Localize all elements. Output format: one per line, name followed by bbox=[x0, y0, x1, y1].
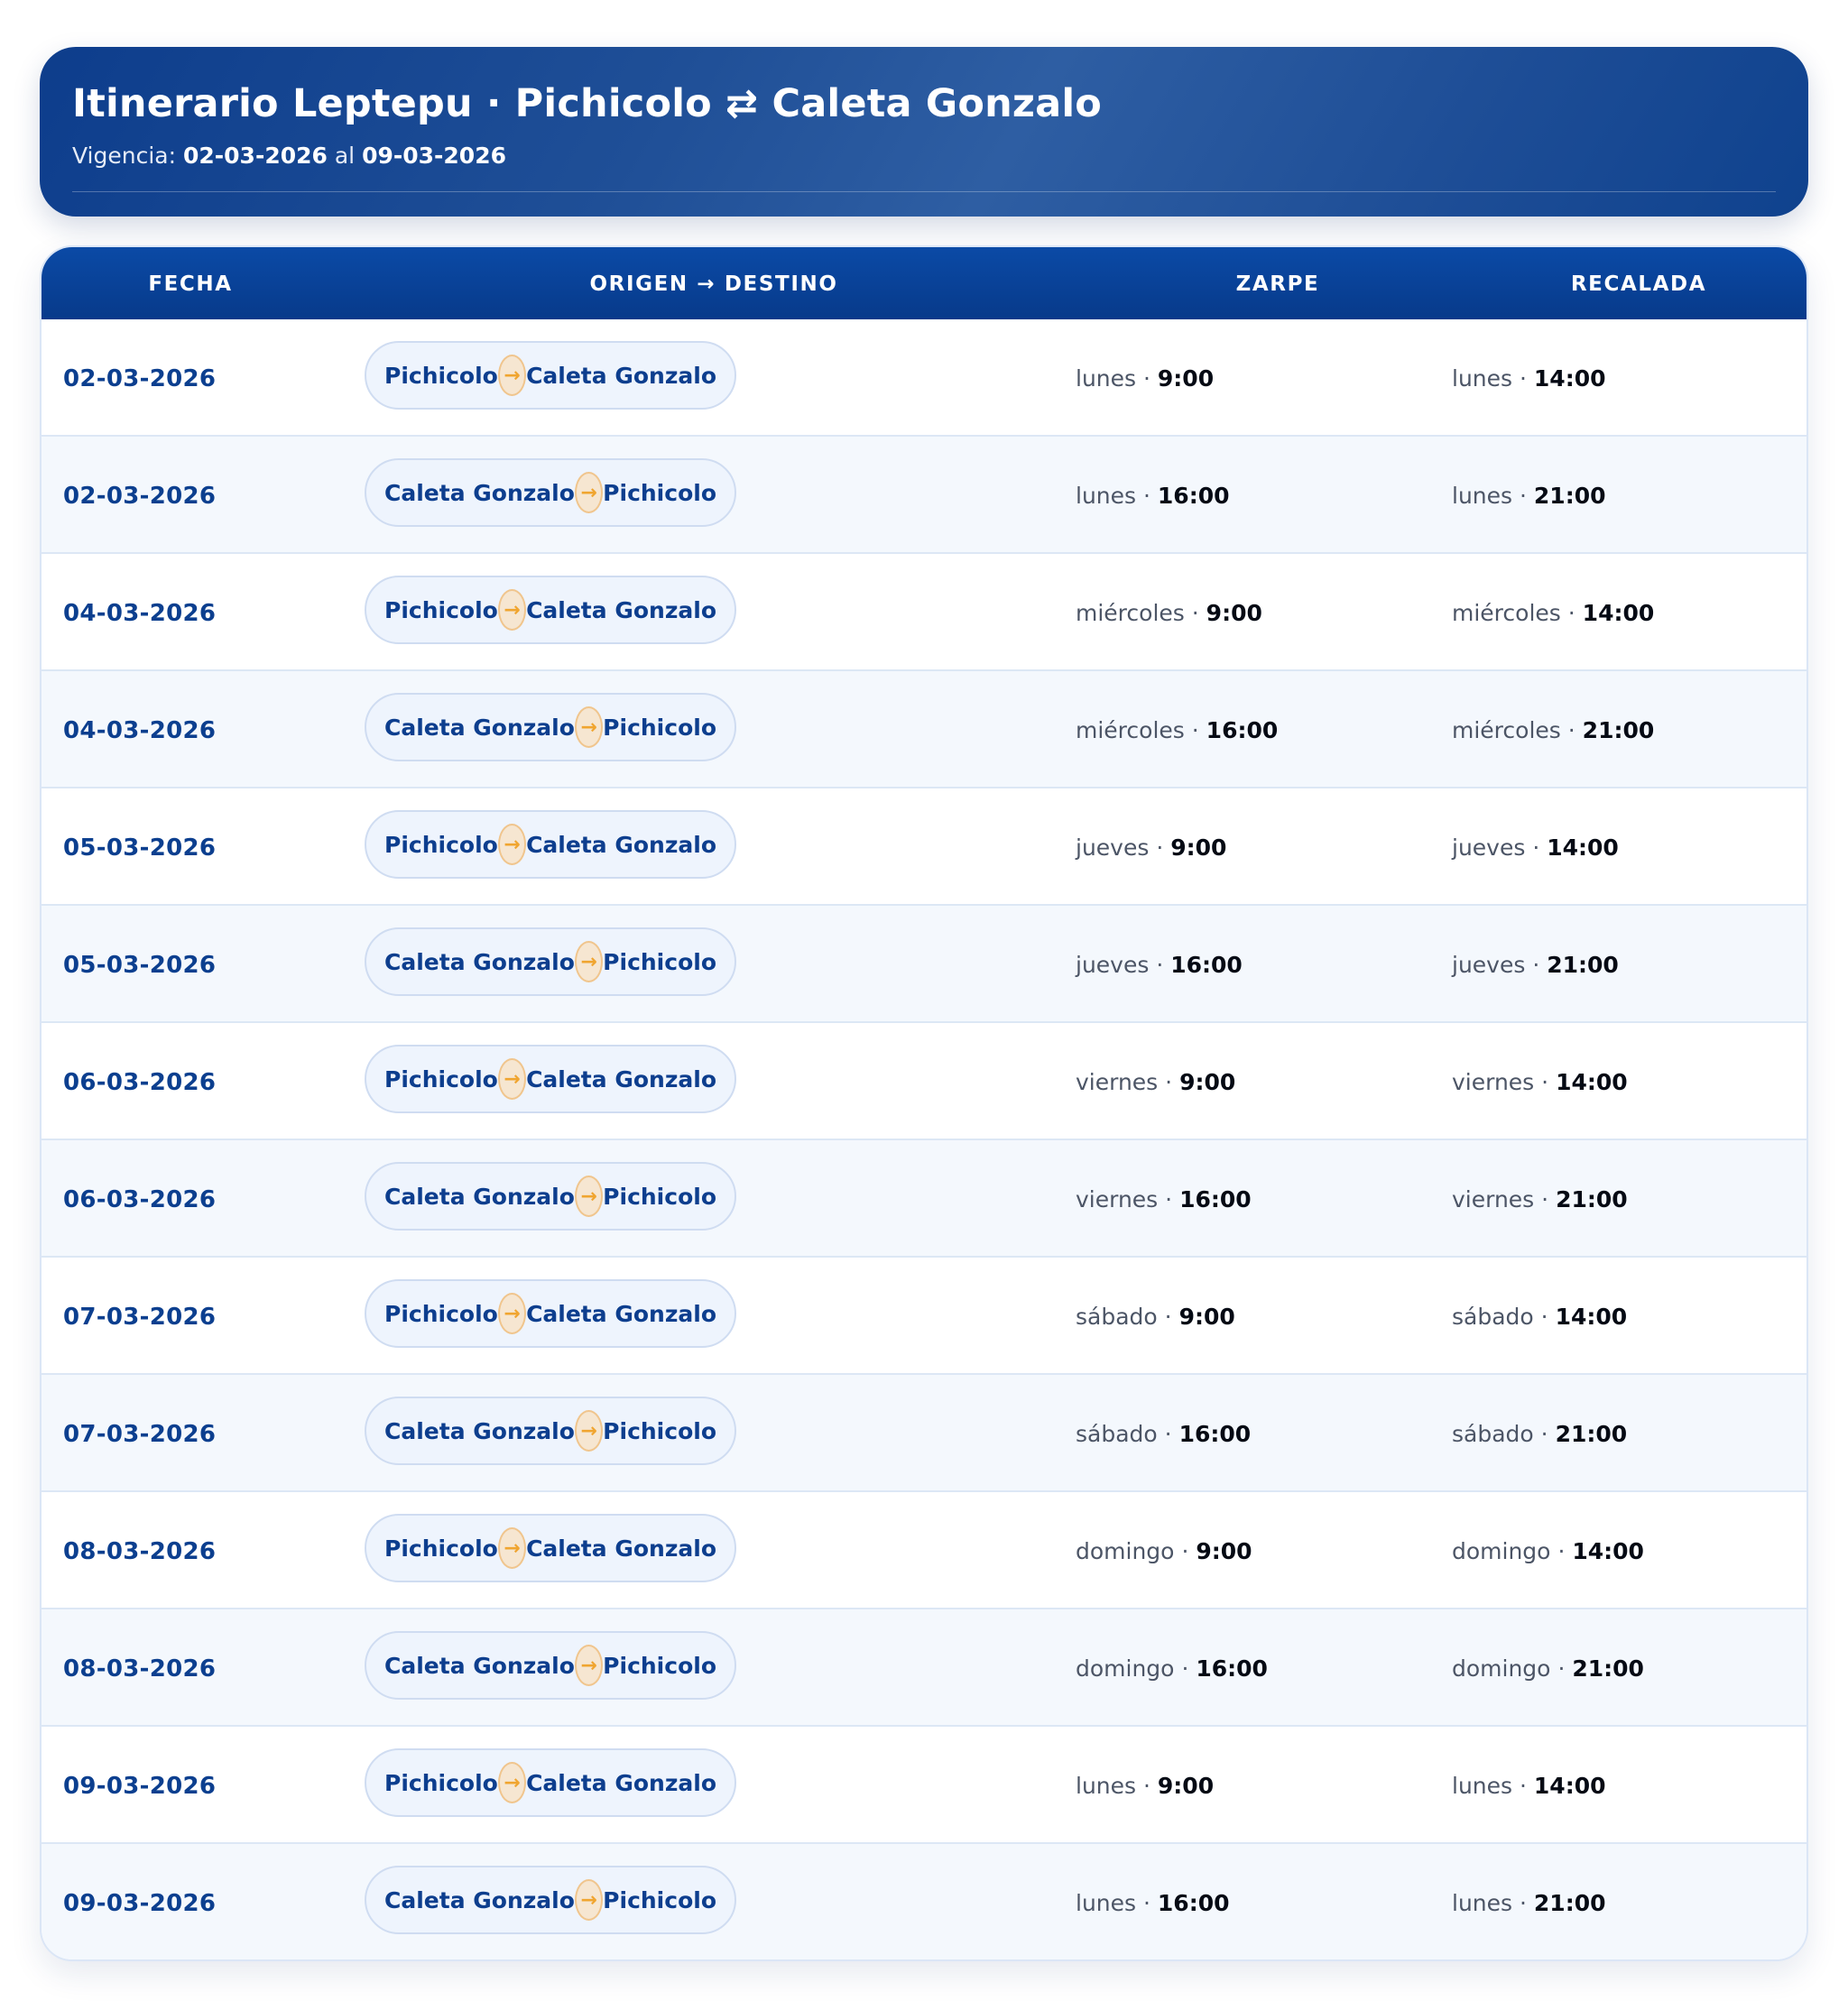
arrival-cell bbox=[1452, 1375, 1627, 1492]
table-row bbox=[42, 1609, 1806, 1727]
arrow-right-icon: → bbox=[575, 1410, 603, 1452]
departure-time: 9:00 bbox=[1170, 834, 1227, 861]
route-destination: Caleta Gonzalo bbox=[526, 1535, 716, 1562]
route-pill bbox=[365, 810, 736, 879]
route-pill bbox=[365, 1866, 736, 1934]
route-destination: Pichicolo bbox=[603, 714, 716, 741]
arrival-time: 14:00 bbox=[1533, 365, 1606, 392]
route-origin: Pichicolo bbox=[384, 1535, 498, 1562]
route-pill bbox=[365, 1279, 736, 1348]
departure-cell bbox=[1076, 1140, 1252, 1258]
arrival-day: domingo bbox=[1452, 1538, 1551, 1564]
separator-dot: · bbox=[1191, 717, 1199, 743]
arrival-day: sábado bbox=[1452, 1421, 1534, 1447]
arrival-cell bbox=[1452, 1727, 1605, 1844]
arrival-time: 21:00 bbox=[1533, 483, 1606, 509]
arrival-cell bbox=[1452, 1492, 1644, 1609]
arrival-day: lunes bbox=[1452, 1773, 1513, 1799]
departure-time: 9:00 bbox=[1206, 600, 1262, 626]
separator-dot: · bbox=[1143, 1890, 1150, 1916]
separator-dot: · bbox=[1191, 600, 1199, 626]
separator-dot: · bbox=[1143, 483, 1150, 509]
route-pill bbox=[365, 1162, 736, 1231]
arrival-cell bbox=[1452, 437, 1605, 554]
separator-dot: · bbox=[1181, 1655, 1189, 1682]
arrival-time: 21:00 bbox=[1533, 1890, 1606, 1916]
route-pill bbox=[365, 1045, 736, 1113]
departure-time: 9:00 bbox=[1157, 1773, 1215, 1799]
validity-from: 02-03-2026 bbox=[182, 143, 328, 169]
separator-dot: · bbox=[1567, 717, 1575, 743]
route-pill bbox=[365, 576, 736, 644]
arrival-cell bbox=[1452, 1023, 1628, 1140]
route-pill bbox=[365, 1748, 736, 1817]
date-cell: 07-03-2026 bbox=[63, 1421, 217, 1448]
departure-time: 16:00 bbox=[1206, 717, 1279, 743]
separator-dot: · bbox=[1165, 1069, 1173, 1095]
departure-time: 16:00 bbox=[1196, 1655, 1268, 1682]
date-cell: 02-03-2026 bbox=[63, 483, 217, 510]
arrival-time: 21:00 bbox=[1582, 717, 1655, 743]
separator-dot: · bbox=[1532, 834, 1540, 861]
route-origin: Pichicolo bbox=[384, 1300, 498, 1327]
separator-dot: · bbox=[1532, 952, 1540, 978]
departure-day: miércoles bbox=[1076, 600, 1185, 626]
arrival-cell bbox=[1452, 319, 1605, 437]
route-pill bbox=[365, 927, 736, 996]
separator-dot: · bbox=[1165, 1186, 1173, 1212]
separator-dot: · bbox=[1557, 1655, 1566, 1682]
arrival-time: 14:00 bbox=[1533, 1773, 1606, 1799]
departure-cell bbox=[1076, 1492, 1252, 1609]
departure-day: jueves bbox=[1076, 834, 1150, 861]
table-row bbox=[42, 671, 1806, 788]
departure-day: lunes bbox=[1076, 365, 1137, 392]
table-row bbox=[42, 788, 1806, 906]
arrival-time: 14:00 bbox=[1556, 1069, 1628, 1095]
arrival-cell bbox=[1452, 1844, 1605, 1961]
route-pill bbox=[365, 1631, 736, 1700]
departure-day: lunes bbox=[1076, 483, 1137, 509]
route-pill bbox=[365, 693, 736, 761]
arrival-cell bbox=[1452, 906, 1619, 1023]
route-origin: Caleta Gonzalo bbox=[384, 1183, 575, 1210]
validity-period bbox=[72, 143, 506, 169]
arrival-day: sábado bbox=[1452, 1304, 1534, 1330]
route-destination: Caleta Gonzalo bbox=[526, 362, 716, 389]
validity-connector: al bbox=[334, 143, 356, 169]
arrival-time: 14:00 bbox=[1572, 1538, 1644, 1564]
date-cell: 09-03-2026 bbox=[63, 1890, 217, 1917]
date-cell: 06-03-2026 bbox=[63, 1069, 217, 1096]
route-destination: Pichicolo bbox=[603, 948, 716, 975]
departure-time: 16:00 bbox=[1178, 1421, 1252, 1447]
page-title: Itinerario Leptepu · Pichicolo ⇄ Caleta Gonzalo bbox=[72, 81, 1103, 126]
arrival-day: domingo bbox=[1452, 1655, 1551, 1682]
table-row bbox=[42, 1140, 1806, 1258]
arrival-day: viernes bbox=[1452, 1069, 1535, 1095]
table-row bbox=[42, 319, 1806, 437]
date-cell: 08-03-2026 bbox=[63, 1655, 217, 1683]
arrow-right-icon: → bbox=[498, 1293, 526, 1334]
separator-dot: · bbox=[1156, 952, 1164, 978]
arrival-cell bbox=[1452, 671, 1654, 788]
route-pill bbox=[365, 1514, 736, 1582]
departure-day: sábado bbox=[1076, 1421, 1158, 1447]
route-origin: Pichicolo bbox=[384, 1065, 498, 1093]
arrow-right-icon: → bbox=[498, 1527, 526, 1569]
route-origin: Pichicolo bbox=[384, 831, 498, 858]
arrow-right-icon: → bbox=[575, 1645, 603, 1686]
table-body bbox=[42, 319, 1806, 1961]
route-destination: Caleta Gonzalo bbox=[526, 831, 716, 858]
separator-dot: · bbox=[1164, 1421, 1172, 1447]
departure-time: 9:00 bbox=[1178, 1304, 1235, 1330]
arrival-day: lunes bbox=[1452, 483, 1513, 509]
departure-cell bbox=[1076, 906, 1243, 1023]
date-cell: 06-03-2026 bbox=[63, 1186, 217, 1213]
arrow-right-icon: → bbox=[498, 355, 526, 396]
departure-cell bbox=[1076, 1727, 1214, 1844]
date-cell: 09-03-2026 bbox=[63, 1773, 217, 1800]
route-destination: Pichicolo bbox=[603, 1183, 716, 1210]
column-header-recalada: RECALADA bbox=[1570, 272, 1707, 296]
arrow-right-icon: → bbox=[498, 1762, 526, 1803]
departure-day: lunes bbox=[1076, 1773, 1137, 1799]
arrival-day: lunes bbox=[1452, 1890, 1513, 1916]
departure-cell bbox=[1076, 1609, 1268, 1727]
route-origin: Caleta Gonzalo bbox=[384, 714, 575, 741]
arrival-cell bbox=[1452, 1609, 1644, 1727]
itinerary-header bbox=[40, 47, 1808, 217]
route-destination: Caleta Gonzalo bbox=[526, 596, 716, 623]
route-destination: Pichicolo bbox=[603, 1652, 716, 1679]
departure-cell bbox=[1076, 1258, 1235, 1375]
route-origin: Caleta Gonzalo bbox=[384, 1652, 575, 1679]
table-row bbox=[42, 906, 1806, 1023]
route-destination: Caleta Gonzalo bbox=[526, 1769, 716, 1796]
separator-dot: · bbox=[1541, 1186, 1549, 1212]
table-row bbox=[42, 1844, 1806, 1961]
separator-dot: · bbox=[1567, 600, 1575, 626]
date-cell: 04-03-2026 bbox=[63, 717, 217, 744]
route-origin: Caleta Gonzalo bbox=[384, 479, 575, 506]
route-destination: Pichicolo bbox=[603, 1417, 716, 1444]
arrival-time: 14:00 bbox=[1582, 600, 1655, 626]
arrival-time: 21:00 bbox=[1547, 952, 1619, 978]
route-origin: Caleta Gonzalo bbox=[384, 1886, 575, 1913]
column-header-fecha: FECHA bbox=[148, 272, 233, 296]
arrow-right-icon: → bbox=[498, 589, 526, 631]
route-origin: Caleta Gonzalo bbox=[384, 1417, 575, 1444]
separator-dot: · bbox=[1143, 365, 1150, 392]
arrival-cell bbox=[1452, 554, 1654, 671]
table-row bbox=[42, 554, 1806, 671]
departure-day: viernes bbox=[1076, 1069, 1159, 1095]
arrival-time: 14:00 bbox=[1547, 834, 1619, 861]
departure-cell bbox=[1076, 1023, 1235, 1140]
separator-dot: · bbox=[1156, 834, 1164, 861]
date-cell: 04-03-2026 bbox=[63, 600, 217, 627]
table-row bbox=[42, 1023, 1806, 1140]
arrow-right-icon: → bbox=[575, 941, 603, 982]
departure-cell bbox=[1076, 437, 1229, 554]
separator-dot: · bbox=[1181, 1538, 1189, 1564]
separator-dot: · bbox=[1520, 1773, 1527, 1799]
departure-day: jueves bbox=[1076, 952, 1150, 978]
arrow-right-icon: → bbox=[575, 706, 603, 748]
arrival-day: jueves bbox=[1452, 834, 1526, 861]
date-cell: 07-03-2026 bbox=[63, 1304, 217, 1331]
arrival-day: jueves bbox=[1452, 952, 1526, 978]
departure-cell bbox=[1076, 788, 1226, 906]
route-destination: Caleta Gonzalo bbox=[526, 1065, 716, 1093]
departure-cell bbox=[1076, 671, 1278, 788]
arrival-day: miércoles bbox=[1452, 600, 1561, 626]
arrival-time: 21:00 bbox=[1572, 1655, 1644, 1682]
departure-day: lunes bbox=[1076, 1890, 1137, 1916]
departure-cell bbox=[1076, 319, 1214, 437]
departure-time: 9:00 bbox=[1157, 365, 1215, 392]
validity-label: Vigencia: bbox=[72, 143, 177, 169]
separator-dot: · bbox=[1520, 1890, 1527, 1916]
table-row bbox=[42, 1492, 1806, 1609]
separator-dot: · bbox=[1557, 1538, 1566, 1564]
departure-cell bbox=[1076, 1375, 1251, 1492]
arrow-right-icon: → bbox=[575, 1879, 603, 1921]
separator-dot: · bbox=[1540, 1304, 1548, 1330]
separator-dot: · bbox=[1143, 1773, 1150, 1799]
departure-day: viernes bbox=[1076, 1186, 1159, 1212]
date-cell: 05-03-2026 bbox=[63, 834, 217, 862]
arrival-day: miércoles bbox=[1452, 717, 1561, 743]
table-row bbox=[42, 1375, 1806, 1492]
route-origin: Pichicolo bbox=[384, 596, 498, 623]
arrival-time: 14:00 bbox=[1555, 1304, 1628, 1330]
arrival-time: 21:00 bbox=[1555, 1421, 1628, 1447]
route-pill bbox=[365, 458, 736, 527]
route-origin: Pichicolo bbox=[384, 1769, 498, 1796]
arrival-day: viernes bbox=[1452, 1186, 1535, 1212]
departure-day: domingo bbox=[1076, 1538, 1175, 1564]
separator-dot: · bbox=[1520, 365, 1527, 392]
arrival-day: lunes bbox=[1452, 365, 1513, 392]
arrival-cell bbox=[1452, 1258, 1627, 1375]
table-header bbox=[42, 247, 1806, 319]
table-row bbox=[42, 1258, 1806, 1375]
route-destination: Pichicolo bbox=[603, 479, 716, 506]
schedule-table bbox=[40, 245, 1808, 1961]
departure-time: 16:00 bbox=[1157, 483, 1230, 509]
arrival-cell bbox=[1452, 788, 1619, 906]
departure-day: domingo bbox=[1076, 1655, 1175, 1682]
departure-day: miércoles bbox=[1076, 717, 1185, 743]
separator-dot: · bbox=[1164, 1304, 1172, 1330]
route-pill bbox=[365, 1397, 736, 1465]
separator-dot: · bbox=[1541, 1069, 1549, 1095]
table-row bbox=[42, 437, 1806, 554]
arrow-right-icon: → bbox=[498, 824, 526, 865]
route-destination: Caleta Gonzalo bbox=[526, 1300, 716, 1327]
table-row bbox=[42, 1727, 1806, 1844]
arrow-right-icon: → bbox=[575, 1176, 603, 1217]
departure-time: 16:00 bbox=[1170, 952, 1243, 978]
departure-time: 9:00 bbox=[1179, 1069, 1236, 1095]
route-destination: Pichicolo bbox=[603, 1886, 716, 1913]
departure-cell bbox=[1076, 554, 1262, 671]
departure-time: 16:00 bbox=[1157, 1890, 1230, 1916]
date-cell: 02-03-2026 bbox=[63, 365, 217, 392]
validity-to: 09-03-2026 bbox=[362, 143, 506, 169]
arrow-right-icon: → bbox=[498, 1058, 526, 1100]
separator-dot: · bbox=[1520, 483, 1527, 509]
column-header-zarpe: ZARPE bbox=[1235, 272, 1320, 296]
separator-dot: · bbox=[1540, 1421, 1548, 1447]
departure-time: 16:00 bbox=[1179, 1186, 1252, 1212]
departure-cell bbox=[1076, 1844, 1229, 1961]
date-cell: 08-03-2026 bbox=[63, 1538, 217, 1565]
arrival-cell bbox=[1452, 1140, 1628, 1258]
departure-day: sábado bbox=[1076, 1304, 1158, 1330]
column-header-origen-destino: ORIGEN → DESTINO bbox=[589, 272, 838, 296]
route-origin: Pichicolo bbox=[384, 362, 498, 389]
route-pill bbox=[365, 341, 736, 410]
arrow-right-icon: → bbox=[575, 472, 603, 513]
departure-time: 9:00 bbox=[1196, 1538, 1252, 1564]
date-cell: 05-03-2026 bbox=[63, 952, 217, 979]
arrival-time: 21:00 bbox=[1556, 1186, 1628, 1212]
route-origin: Caleta Gonzalo bbox=[384, 948, 575, 975]
header-divider bbox=[72, 191, 1776, 192]
